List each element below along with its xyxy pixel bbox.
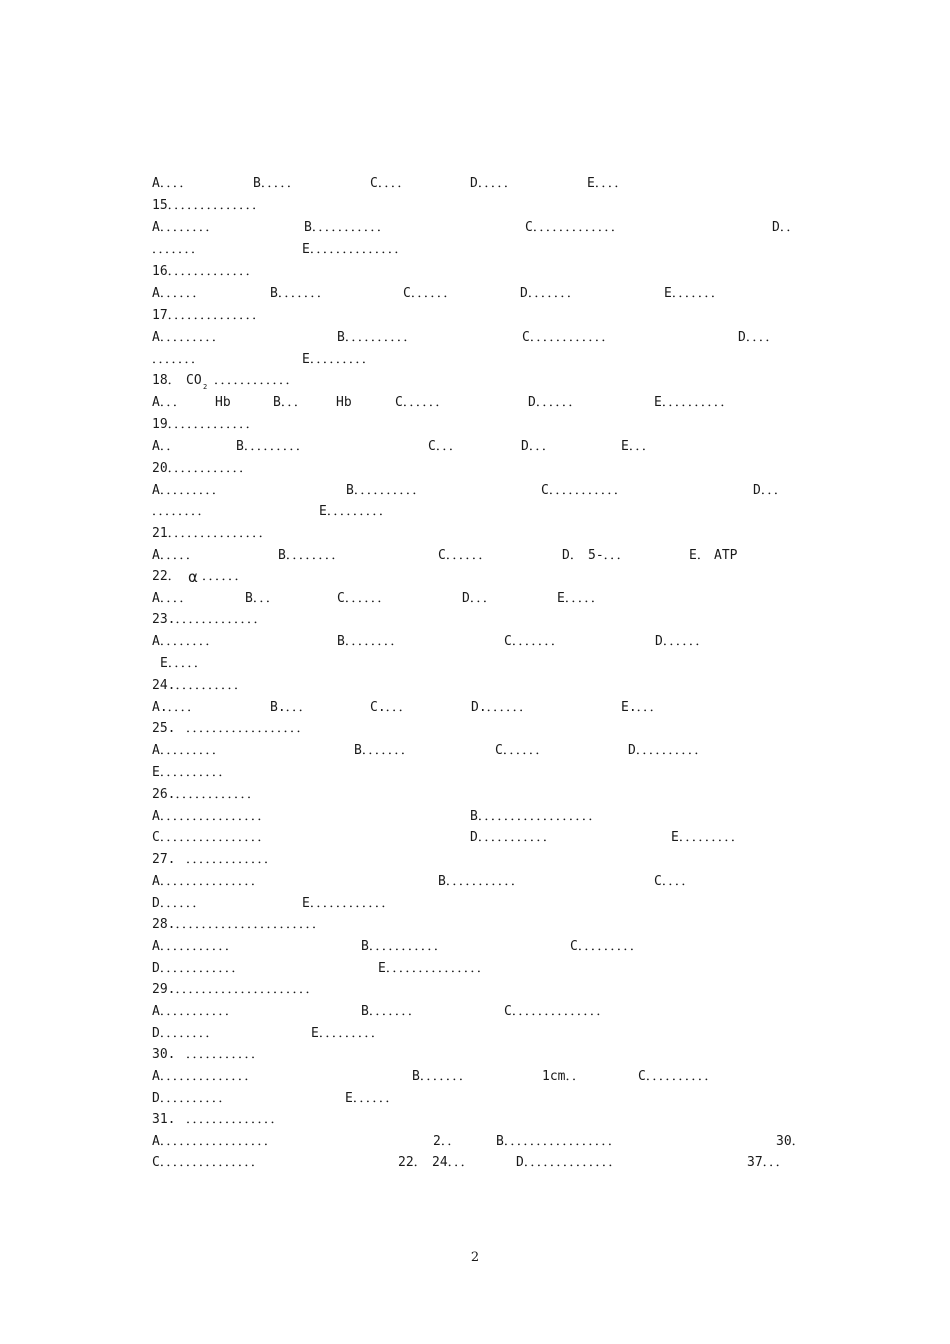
option-c: C．．．．．．．．．． (638, 1069, 718, 1084)
question-text: 23.．．．．．．．．．．．．． (152, 612, 267, 627)
option-e: E.．．． (621, 700, 663, 715)
option-a: A．．．．．．．． (152, 220, 219, 235)
option-e: E．．．．．．．．． (311, 1026, 384, 1041)
option-e: E． (689, 548, 710, 563)
question-number: 27. (152, 852, 176, 867)
option-d-cont: ．．．．．．． (152, 242, 205, 257)
option-b: B．．．．．．．．．．．．．．．．． (496, 1134, 621, 1149)
option-e: E．．．．． (160, 656, 207, 671)
option-e: E．．．．．．． (664, 286, 724, 301)
option-d: D．．． (753, 483, 787, 498)
option-c: C．．．．．．．．．．．．．．． (152, 1155, 264, 1170)
option-c: C．．．．．．．．．．．．． (525, 220, 624, 235)
option-c: C．．．． (370, 176, 411, 191)
option-a: A．．．．．．．．．．．．．．．． (152, 809, 271, 824)
option-d: D．．．．． (470, 176, 517, 191)
option-a: A．．．．．．．．．．．．．．． (152, 874, 264, 889)
question-text: 20．．．．．．．．．．．． (152, 461, 253, 476)
option-c-value-start: 22． (398, 1155, 427, 1170)
question-text: ．．．．．．．．．．．．．．．．．． (186, 721, 310, 736)
question-text: ．．．．．．．．．．．．． (186, 852, 278, 867)
option-a: A．．．． (152, 176, 193, 191)
option-a: A．．．． (152, 591, 193, 606)
option-d: D．．．． (738, 330, 779, 345)
option-d: D．．．．．．．．．． (152, 1091, 232, 1106)
question-number: 22． (152, 569, 181, 584)
question-text: 16．．．．．．．．．．．．． (152, 264, 259, 279)
option-a: A．．．．．．．．． (152, 743, 225, 758)
option-b: B．．．．．．．．．． (337, 330, 417, 345)
option-b-value: 30． (776, 1134, 805, 1149)
option-d: D．．．．．． (528, 395, 582, 410)
option-e: E．．．．．．．．．． (654, 395, 734, 410)
option-c: C．．．．．．．．．．．．．．．． (152, 830, 271, 845)
option-c: C．．． (428, 439, 462, 454)
option-e: E．．．．．．．．．．．． (302, 896, 395, 911)
question-text: 19．．．．．．．．．．．．． (152, 417, 259, 432)
option-b-hb: Hb (336, 395, 352, 410)
formula-co: CO (186, 373, 202, 388)
option-e: E．．．．． (557, 591, 604, 606)
question-text: 29.．．．．．．．．．．．．．．．．．．．．． (152, 982, 319, 997)
page-number: 2 (470, 1250, 480, 1265)
option-a: A.．．．． (152, 700, 201, 715)
option-c: C.．．． (370, 700, 412, 715)
option-e: E．．．．．．．．． (302, 352, 375, 367)
option-a: A．．．．．．．．． (152, 330, 225, 345)
option-b: B．．．．．．．．．．． (304, 220, 390, 235)
option-d: D． (562, 548, 583, 563)
option-d: D．．．．．．．．．．．．．． (516, 1155, 622, 1170)
option-c: C．．．．．． (395, 395, 449, 410)
question-text: ．．．．．． (202, 569, 248, 584)
option-a: A．．．．．．．．．．．．．． (152, 1069, 258, 1084)
option-d-value: 37．．． (747, 1155, 789, 1170)
option-a: A．．．．．．．．．．． (152, 1004, 238, 1019)
option-d: D．．．．．． (152, 896, 206, 911)
question-text: 17．．．．．．．．．．．．．． (152, 308, 266, 323)
question-text: ．．．．．．．．．．． (186, 1047, 265, 1062)
option-d-cont: ．．．．．．． (152, 352, 205, 367)
option-b: B.．．． (270, 700, 312, 715)
option-d-cont: ．．．．．．．． (152, 504, 211, 519)
question-text: 24.．．．．．．．．．． (152, 678, 247, 693)
option-e: E．．．．．． (345, 1091, 399, 1106)
option-b: B．．．．．．．． (278, 548, 345, 563)
option-b-value: 1cm．． (542, 1069, 585, 1084)
option-c: C．．．．．． (495, 743, 549, 758)
question-number: 25. (152, 721, 176, 736)
option-b: B．．．．．．．．．．． (361, 939, 447, 954)
option-d: D．．．．．．．．．．． (470, 830, 556, 845)
option-c: C．．．． (654, 874, 695, 889)
option-e: E．．．．．．．．．． (152, 765, 232, 780)
option-e: E．．．．．．．．． (319, 504, 392, 519)
option-c: C．．．．．． (337, 591, 391, 606)
option-b: B．．．．．．．．． (236, 439, 309, 454)
option-e: E．．．．．．．．．．．．．． (302, 242, 408, 257)
option-e: E．．．．．．．．． (671, 830, 744, 845)
option-d: D．．． (462, 591, 496, 606)
option-b: B．．．．．．． (354, 743, 414, 758)
option-e: E．．． (621, 439, 655, 454)
option-c: C．．．．．． (438, 548, 492, 563)
option-c: C．．．．．．．．． (570, 939, 643, 954)
option-b: B．．．．．．．．．．．．．．．．．． (470, 809, 602, 824)
option-b: B．．．．．．． (412, 1069, 472, 1084)
option-c-value-end: 24．．． (432, 1155, 474, 1170)
option-a: A．．．．．．．．．．．．．．．．． (152, 1134, 277, 1149)
question-number: 18． (152, 373, 181, 388)
option-c: C．．．．．． (403, 286, 457, 301)
option-b: B．．．．．．． (270, 286, 330, 301)
question-text: 15．．．．．．．．．．．．．． (152, 198, 266, 213)
question-text: 28.．．．．．．．．．．．．．．．．．．．．．． (152, 917, 325, 932)
option-a: A．．．．．．．．．．． (152, 939, 238, 954)
option-b: B．．．．．．． (361, 1004, 421, 1019)
alpha-symbol: α (188, 568, 198, 586)
option-a: A．．． (152, 395, 186, 410)
option-b: B．．．．． (253, 176, 300, 191)
option-d: D．．．．．． (655, 634, 709, 649)
option-c: C．．．．．．．．．．．． (522, 330, 615, 345)
option-c: C．．．．．．． (504, 634, 564, 649)
question-text: ．．．．．．．．．．．． (214, 373, 299, 388)
option-d: D．．．．．．．． (152, 1026, 219, 1041)
option-a: A．．．．．．．．． (152, 483, 225, 498)
option-e-value: ATP (714, 548, 738, 563)
question-18 (152, 371, 299, 391)
option-d: D．． (772, 220, 800, 235)
option-a-value: 2．． (433, 1134, 461, 1149)
option-d: D．．．．．．．．．． (628, 743, 708, 758)
option-e: E．．．． (587, 176, 628, 191)
option-d-value: 5-．．． (588, 548, 630, 563)
option-b: B．．．．．．．．．．． (438, 874, 524, 889)
option-b: B．．．．．．．． (337, 634, 404, 649)
option-c: C．．．．．．．．．．．．．． (504, 1004, 610, 1019)
option-a: A．．．．． (152, 548, 199, 563)
option-e: E．．．．．．．．．．．．．．． (378, 961, 490, 976)
option-a: A．．．．．． (152, 286, 206, 301)
option-d: D．．． (521, 439, 555, 454)
option-b: B．．．．．．．．．． (346, 483, 426, 498)
option-d: D．．．．．．． (520, 286, 580, 301)
option-a: A．．．．．．．． (152, 634, 219, 649)
question-text: 26.．．．．．．．．．．．． (152, 787, 260, 802)
formula-subscript: 2 (203, 383, 208, 391)
question-number: 30. (152, 1047, 176, 1062)
option-b: B．．． (273, 395, 307, 410)
option-a: A．． (152, 439, 180, 454)
option-a-hb: Hb (215, 395, 231, 410)
question-text: 21．．．．．．．．．．．．．．． (152, 526, 272, 541)
question-text: ．．．．．．．．．．．．．． (186, 1112, 284, 1127)
option-d: D.．．．．．． (471, 700, 533, 715)
option-b: B．．． (245, 591, 279, 606)
option-c: C．．．．．．．．．．． (541, 483, 627, 498)
option-d: D．．．．．．．．．．．． (152, 961, 245, 976)
question-number: 31. (152, 1112, 176, 1127)
